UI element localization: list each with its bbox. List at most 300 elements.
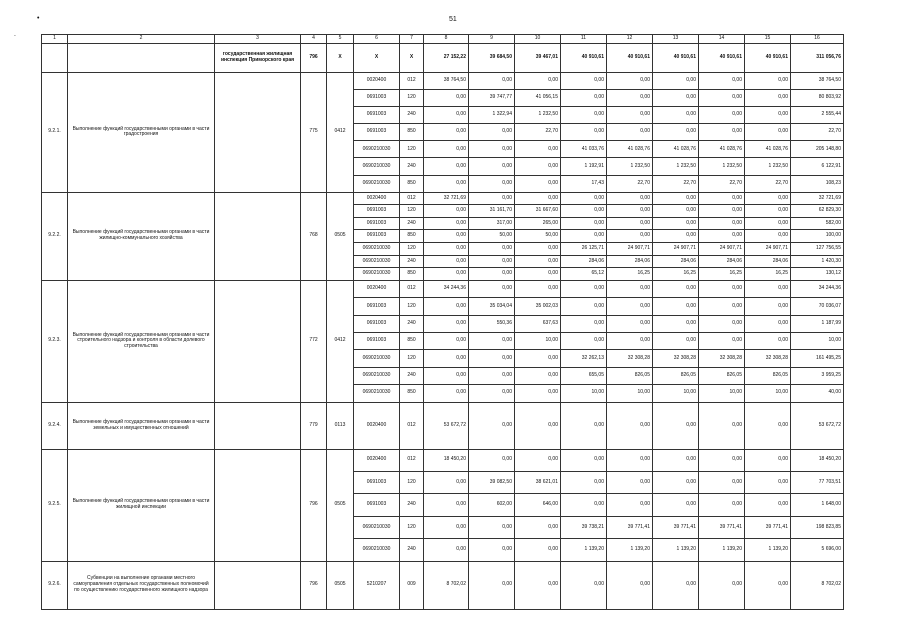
total-name: государственная жилищная инспекция Приморского края: [215, 44, 301, 73]
value-cell: 0,00: [745, 561, 791, 609]
value-cell: 0,00: [515, 561, 561, 609]
table-row: [42, 449, 844, 471]
value-cell: 198 823,85: [791, 516, 844, 538]
target-code: 0690210030: [354, 385, 400, 402]
value-cell: 0,00: [699, 124, 745, 141]
value-cell: 3 959,25: [791, 367, 844, 384]
value-cell: 22,70: [745, 175, 791, 192]
value-cell: 0,00: [515, 539, 561, 561]
item-ministry: 796: [301, 561, 327, 609]
value-cell: 0,00: [607, 73, 653, 90]
value-cell: 161 495,25: [791, 350, 844, 367]
value-cell: 0,00: [607, 90, 653, 107]
item-empty-cell: [215, 561, 301, 609]
value-cell: 0,00: [515, 367, 561, 384]
target-code: 0691003: [354, 90, 400, 107]
value-cell: 0,00: [699, 561, 745, 609]
value-cell: 0,00: [515, 350, 561, 367]
target-code: 0020400: [354, 280, 400, 297]
value-cell: 826,05: [607, 367, 653, 384]
column-number: 3: [215, 35, 301, 44]
value-cell: 0,00: [699, 471, 745, 493]
value-cell: 0,00: [607, 494, 653, 516]
value-cell: 8 702,02: [791, 561, 844, 609]
target-code: 0691003: [354, 217, 400, 230]
value-cell: 0,00: [699, 449, 745, 471]
expense-type: 850: [400, 268, 424, 281]
value-cell: 0,00: [745, 298, 791, 315]
column-number: 10: [515, 35, 561, 44]
table-row: [42, 73, 844, 90]
value-cell: 18 450,20: [424, 449, 469, 471]
value-cell: 0,00: [607, 280, 653, 297]
value-cell: 0,00: [469, 158, 515, 175]
target-code: 0691003: [354, 494, 400, 516]
item-section: 0412: [327, 280, 354, 402]
value-cell: 0,00: [424, 367, 469, 384]
value-cell: 0,00: [424, 158, 469, 175]
expense-type: 120: [400, 471, 424, 493]
column-number: 11: [561, 35, 607, 44]
value-cell: 0,00: [424, 268, 469, 281]
value-cell: 0,00: [424, 516, 469, 538]
value-cell: 22,70: [515, 124, 561, 141]
value-cell: 18 450,20: [791, 449, 844, 471]
value-cell: 38 621,01: [515, 471, 561, 493]
value-cell: 0,00: [745, 192, 791, 205]
value-cell: 0,00: [561, 471, 607, 493]
target-code: 0020400: [354, 192, 400, 205]
value-cell: 0,00: [699, 315, 745, 332]
value-cell: 10,00: [791, 332, 844, 349]
item-title: Субвенции на выполнение органами местного самоуправления отдельных государственных полномочий по осуществлению государственного жилищного надзора: [68, 561, 215, 609]
value-cell: 10,00: [607, 385, 653, 402]
target-code: 0690210030: [354, 243, 400, 256]
value-cell: 39 082,50: [469, 471, 515, 493]
value-cell: 0,00: [653, 402, 699, 449]
value-cell: 0,00: [745, 90, 791, 107]
value-cell: 0,00: [469, 539, 515, 561]
value-cell: 0,00: [745, 124, 791, 141]
value-cell: 22,70: [791, 124, 844, 141]
item-title: Выполнение функций государственными органами в части жилищно-коммунального хозяйства: [68, 192, 215, 280]
value-cell: 0,00: [469, 280, 515, 297]
value-cell: 284,06: [745, 255, 791, 268]
column-number: 2: [68, 35, 215, 44]
target-code: 5210207: [354, 561, 400, 609]
value-cell: 0,00: [653, 315, 699, 332]
value-cell: 32 721,69: [424, 192, 469, 205]
item-empty-cell: [215, 73, 301, 193]
page-marker: •: [37, 15, 40, 22]
value-cell: 265,00: [515, 217, 561, 230]
target-code: 0691003: [354, 471, 400, 493]
item-ministry: 779: [301, 402, 327, 449]
value-cell: 0,00: [561, 402, 607, 449]
total-value: 27 152,22: [424, 44, 469, 73]
item-ministry: 768: [301, 192, 327, 280]
value-cell: 5 696,00: [791, 539, 844, 561]
target-code: 0020400: [354, 449, 400, 471]
item-title: Выполнение функций государственными органами в части жилищной инспекции: [68, 449, 215, 561]
total-value: 40 910,61: [745, 44, 791, 73]
value-cell: 38 764,50: [424, 73, 469, 90]
value-cell: 0,00: [745, 230, 791, 243]
expense-type: 012: [400, 192, 424, 205]
item-section: 0505: [327, 192, 354, 280]
value-cell: 10,00: [561, 385, 607, 402]
value-cell: 0,00: [607, 217, 653, 230]
item-empty-cell: [215, 280, 301, 402]
value-cell: 826,05: [699, 367, 745, 384]
value-cell: 39 771,41: [699, 516, 745, 538]
value-cell: 0,00: [515, 449, 561, 471]
value-cell: 0,00: [699, 192, 745, 205]
value-cell: 0,00: [653, 280, 699, 297]
value-cell: 0,00: [515, 402, 561, 449]
item-ministry: 775: [301, 73, 327, 193]
value-cell: 16,25: [653, 268, 699, 281]
value-cell: 32 308,28: [653, 350, 699, 367]
column-number: 8: [424, 35, 469, 44]
expense-type: 240: [400, 367, 424, 384]
expense-type: 120: [400, 350, 424, 367]
target-code: 0691003: [354, 332, 400, 349]
value-cell: 1 232,50: [515, 107, 561, 124]
value-cell: 34 244,36: [424, 280, 469, 297]
item-empty-cell: [215, 402, 301, 449]
value-cell: 0,00: [561, 332, 607, 349]
item-number: 9.2.4.: [42, 402, 68, 449]
value-cell: 0,00: [561, 298, 607, 315]
table-row: [42, 402, 844, 449]
value-cell: 39 771,41: [745, 516, 791, 538]
expense-type: 850: [400, 124, 424, 141]
value-cell: 0,00: [699, 494, 745, 516]
value-cell: 32 262,13: [561, 350, 607, 367]
target-code: 0690210030: [354, 539, 400, 561]
value-cell: 0,00: [561, 124, 607, 141]
value-cell: 0,00: [469, 175, 515, 192]
column-number: 15: [745, 35, 791, 44]
expense-type: 120: [400, 141, 424, 158]
item-title: Выполнение функций государственными органами в части градостроения: [68, 73, 215, 193]
item-empty-cell: [215, 449, 301, 561]
value-cell: 10,00: [745, 385, 791, 402]
value-cell: 0,00: [469, 192, 515, 205]
value-cell: 0,00: [607, 402, 653, 449]
value-cell: 655,05: [561, 367, 607, 384]
target-code: 0690210030: [354, 175, 400, 192]
expense-type: 009: [400, 561, 424, 609]
value-cell: 0,00: [607, 561, 653, 609]
column-number: 14: [699, 35, 745, 44]
value-cell: 0,00: [424, 124, 469, 141]
value-cell: 0,00: [469, 449, 515, 471]
value-cell: 0,00: [469, 385, 515, 402]
value-cell: 1 139,20: [607, 539, 653, 561]
value-cell: 0,00: [424, 298, 469, 315]
value-cell: 0,00: [653, 494, 699, 516]
value-cell: 0,00: [469, 141, 515, 158]
value-cell: 0,00: [561, 217, 607, 230]
value-cell: 41 033,76: [561, 141, 607, 158]
value-cell: 0,00: [469, 561, 515, 609]
value-cell: 0,00: [561, 205, 607, 218]
value-cell: 0,00: [515, 385, 561, 402]
value-cell: 0,00: [745, 217, 791, 230]
value-cell: 0,00: [653, 449, 699, 471]
value-cell: 0,00: [653, 124, 699, 141]
expense-type: 012: [400, 449, 424, 471]
value-cell: 0,00: [699, 90, 745, 107]
value-cell: 1 232,50: [699, 158, 745, 175]
value-cell: 108,23: [791, 175, 844, 192]
value-cell: 0,00: [607, 192, 653, 205]
value-cell: 0,00: [469, 332, 515, 349]
value-cell: 24 907,71: [745, 243, 791, 256]
value-cell: 0,00: [745, 402, 791, 449]
value-cell: 41 028,76: [745, 141, 791, 158]
value-cell: 32 721,69: [791, 192, 844, 205]
value-cell: 0,00: [699, 332, 745, 349]
value-cell: 0,00: [745, 107, 791, 124]
page-tick-mark: `: [14, 36, 16, 42]
target-code: 0691003: [354, 298, 400, 315]
value-cell: 1 139,20: [745, 539, 791, 561]
value-cell: 0,00: [424, 243, 469, 256]
value-cell: 205 148,80: [791, 141, 844, 158]
value-cell: 0,00: [607, 205, 653, 218]
target-code: 0691003: [354, 230, 400, 243]
value-cell: 77 703,51: [791, 471, 844, 493]
total-value: 39 684,50: [469, 44, 515, 73]
value-cell: 0,00: [699, 298, 745, 315]
value-cell: 130,12: [791, 268, 844, 281]
expense-type: 120: [400, 243, 424, 256]
value-cell: 0,00: [561, 315, 607, 332]
value-cell: 0,00: [699, 402, 745, 449]
item-ministry: 772: [301, 280, 327, 402]
item-empty-cell: [215, 192, 301, 280]
value-cell: 0,00: [699, 217, 745, 230]
value-cell: 0,00: [561, 561, 607, 609]
item-section: 0505: [327, 449, 354, 561]
value-cell: 284,06: [561, 255, 607, 268]
expense-type: 120: [400, 516, 424, 538]
value-cell: 22,70: [607, 175, 653, 192]
value-cell: 53 672,72: [791, 402, 844, 449]
value-cell: 0,00: [515, 192, 561, 205]
total-value: 40 910,61: [699, 44, 745, 73]
column-number: 7: [400, 35, 424, 44]
value-cell: 1 232,50: [745, 158, 791, 175]
value-cell: 80 803,92: [791, 90, 844, 107]
expense-type: 240: [400, 315, 424, 332]
item-title: Выполнение функций государственными органами в части строительного надзора и контроля в области долевого строительства: [68, 280, 215, 402]
value-cell: 0,00: [515, 280, 561, 297]
value-cell: 550,36: [469, 315, 515, 332]
total-value: 40 910,61: [607, 44, 653, 73]
target-code: 0691003: [354, 124, 400, 141]
value-cell: 0,00: [424, 539, 469, 561]
item-section: 0505: [327, 561, 354, 609]
value-cell: 826,05: [745, 367, 791, 384]
value-cell: 0,00: [424, 255, 469, 268]
value-cell: 39 771,41: [653, 516, 699, 538]
value-cell: 32 308,28: [745, 350, 791, 367]
value-cell: 32 308,28: [699, 350, 745, 367]
value-cell: 1 232,50: [653, 158, 699, 175]
value-cell: 0,00: [469, 268, 515, 281]
value-cell: 0,00: [424, 385, 469, 402]
expense-type: 850: [400, 332, 424, 349]
value-cell: 0,00: [561, 280, 607, 297]
table-row: [42, 280, 844, 297]
value-cell: 0,00: [561, 107, 607, 124]
expense-type: 240: [400, 217, 424, 230]
value-cell: 0,00: [607, 124, 653, 141]
expense-type: 120: [400, 298, 424, 315]
value-cell: 62 829,30: [791, 205, 844, 218]
value-cell: 22,70: [699, 175, 745, 192]
value-cell: 0,00: [469, 243, 515, 256]
expense-type: 012: [400, 402, 424, 449]
expense-type: 240: [400, 539, 424, 561]
value-cell: 65,12: [561, 268, 607, 281]
value-cell: 0,00: [469, 124, 515, 141]
total-num-cell: [42, 44, 68, 73]
value-cell: 0,00: [745, 280, 791, 297]
value-cell: 0,00: [469, 367, 515, 384]
value-cell: 0,00: [515, 268, 561, 281]
value-cell: 0,00: [745, 73, 791, 90]
target-code: 0691003: [354, 315, 400, 332]
value-cell: 0,00: [424, 332, 469, 349]
item-section: 0113: [327, 402, 354, 449]
column-number: 12: [607, 35, 653, 44]
value-cell: 0,00: [653, 90, 699, 107]
value-cell: 0,00: [699, 205, 745, 218]
table-row: [42, 192, 844, 205]
value-cell: 0,00: [469, 402, 515, 449]
value-cell: 41 056,15: [515, 90, 561, 107]
value-cell: 0,00: [653, 230, 699, 243]
column-number: 9: [469, 35, 515, 44]
value-cell: 0,00: [745, 449, 791, 471]
value-cell: 16,25: [699, 268, 745, 281]
value-cell: 22,70: [653, 175, 699, 192]
value-cell: 39 771,41: [607, 516, 653, 538]
value-cell: 0,00: [424, 205, 469, 218]
total-row: [42, 44, 844, 73]
value-cell: 0,00: [699, 230, 745, 243]
value-cell: 17,43: [561, 175, 607, 192]
value-cell: 6 122,91: [791, 158, 844, 175]
value-cell: 100,00: [791, 230, 844, 243]
value-cell: 35 034,04: [469, 298, 515, 315]
value-cell: 284,06: [699, 255, 745, 268]
value-cell: 41 028,76: [699, 141, 745, 158]
expense-type: 012: [400, 73, 424, 90]
total-title-cell: [68, 44, 215, 73]
value-cell: 582,00: [791, 217, 844, 230]
value-cell: 0,00: [469, 73, 515, 90]
value-cell: 26 125,71: [561, 243, 607, 256]
value-cell: 24 907,71: [607, 243, 653, 256]
value-cell: 0,00: [699, 107, 745, 124]
value-cell: 31 161,70: [469, 205, 515, 218]
total-ministry: 796: [301, 44, 327, 73]
target-code: 0691003: [354, 107, 400, 124]
value-cell: 0,00: [653, 298, 699, 315]
expense-type: 850: [400, 230, 424, 243]
value-cell: 1 187,99: [791, 315, 844, 332]
value-cell: 50,00: [469, 230, 515, 243]
column-number-row: [42, 35, 844, 44]
value-cell: 0,00: [561, 192, 607, 205]
value-cell: 40,00: [791, 385, 844, 402]
value-cell: 0,00: [424, 141, 469, 158]
expense-type: 240: [400, 494, 424, 516]
total-value: 40 910,61: [653, 44, 699, 73]
value-cell: 1 139,20: [699, 539, 745, 561]
value-cell: 2 555,44: [791, 107, 844, 124]
column-number: 4: [301, 35, 327, 44]
target-code: 0020400: [354, 73, 400, 90]
target-code: 0690210030: [354, 350, 400, 367]
value-cell: 0,00: [653, 192, 699, 205]
page-number: 51: [449, 16, 457, 23]
value-cell: 0,00: [561, 449, 607, 471]
value-cell: 0,00: [653, 471, 699, 493]
total-section: X: [327, 44, 354, 73]
value-cell: 16,25: [607, 268, 653, 281]
value-cell: 646,00: [515, 494, 561, 516]
total-value: 40 910,61: [561, 44, 607, 73]
value-cell: 0,00: [469, 350, 515, 367]
value-cell: 0,00: [515, 516, 561, 538]
value-cell: 10,00: [699, 385, 745, 402]
value-cell: 24 907,71: [653, 243, 699, 256]
value-cell: 0,00: [424, 175, 469, 192]
target-code: 0690210030: [354, 255, 400, 268]
column-number: 5: [327, 35, 354, 44]
value-cell: 0,00: [745, 205, 791, 218]
value-cell: 39 738,21: [561, 516, 607, 538]
item-number: 9.2.1.: [42, 73, 68, 193]
value-cell: 0,00: [424, 90, 469, 107]
table-row: [42, 561, 844, 609]
item-section: 0412: [327, 73, 354, 193]
budget-table: [41, 34, 844, 610]
column-number: 13: [653, 35, 699, 44]
value-cell: 284,06: [607, 255, 653, 268]
value-cell: 10,00: [653, 385, 699, 402]
item-ministry: 796: [301, 449, 327, 561]
value-cell: 0,00: [561, 73, 607, 90]
target-code: 0691003: [354, 205, 400, 218]
value-cell: 32 308,28: [607, 350, 653, 367]
value-cell: 50,00: [515, 230, 561, 243]
value-cell: 317,00: [469, 217, 515, 230]
value-cell: 0,00: [424, 350, 469, 367]
value-cell: 0,00: [745, 494, 791, 516]
expense-type: 850: [400, 385, 424, 402]
value-cell: 0,00: [607, 471, 653, 493]
value-cell: 0,00: [745, 315, 791, 332]
value-cell: 0,00: [515, 255, 561, 268]
